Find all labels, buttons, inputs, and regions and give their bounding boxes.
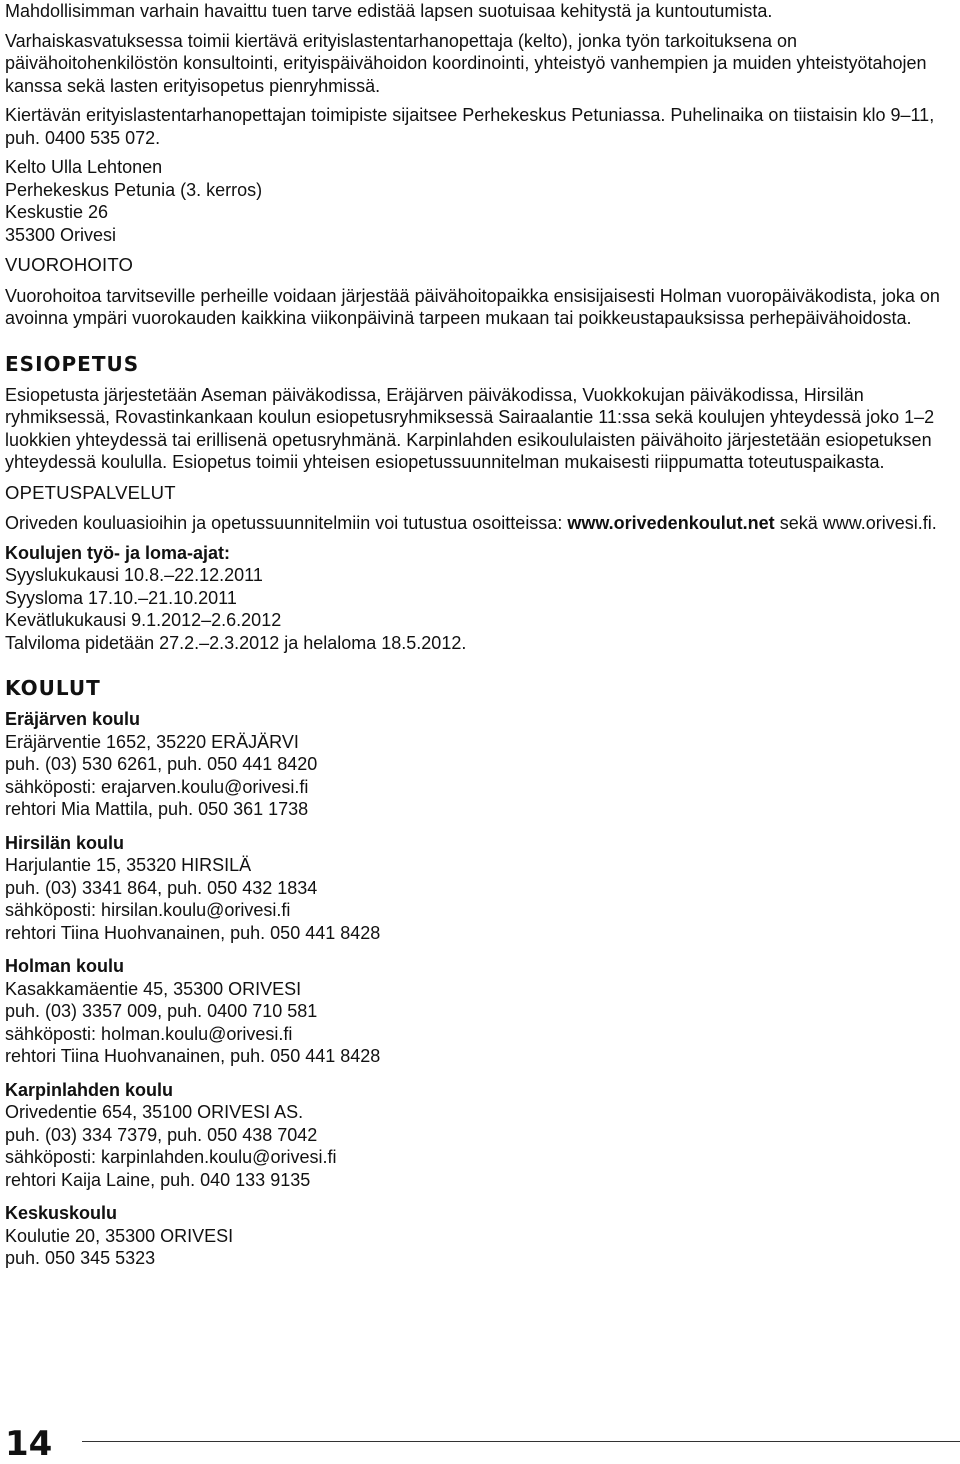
school-email: sähköposti: holman.koulu@orivesi.fi bbox=[5, 1023, 293, 1044]
intro-paragraph-3: Kiertävän erityislastentarhanopettajan toimipiste sijaitsee Perhekeskus Petuniassa. Puhelinaika on tiistaisin klo 9–11, puh. 0400 535 072. bbox=[5, 105, 935, 148]
school-line: rehtori Kaija Laine, puh. 040 133 9135 bbox=[5, 1169, 311, 1190]
contact-line: Perhekeskus Petunia (3. kerros) bbox=[5, 179, 263, 200]
school-entry bbox=[5, 955, 953, 1068]
schedule-line: Syyslukukausi 10.8.–22.12.2011 bbox=[5, 565, 263, 585]
opetuspalvelut-heading: OPETUSPALVELUT bbox=[5, 481, 176, 503]
opetuspalvelut-text-after: . bbox=[931, 513, 937, 533]
school-name: Keskuskoulu bbox=[5, 1203, 118, 1223]
school-email: sähköposti: hirsilan.koulu@orivesi.fi bbox=[5, 900, 291, 920]
contact-line: Kelto Ulla Lehtonen bbox=[5, 157, 163, 177]
school-line: puh. (03) 334 7379, puh. 050 438 7042 bbox=[5, 1124, 318, 1145]
school-line: Harjulantie 15, 35320 HIRSILÄ bbox=[5, 855, 252, 875]
esiopetus-heading: ESIOPETUS bbox=[5, 351, 140, 376]
document-page bbox=[5, 0, 953, 1281]
opetuspalvelut-text-before: Oriveden kouluasioihin ja opetussuunnitelmiin voi tutustua osoitteissa: bbox=[5, 513, 568, 533]
opetuspalvelut-text bbox=[5, 512, 953, 535]
footer-divider bbox=[82, 1441, 960, 1442]
vuorohoito-heading: VUOROHOITO bbox=[5, 254, 134, 275]
intro-paragraph-2: Varhaiskasvatuksessa toimii kiertävä erityislastentarhanopettaja (kelto), jonka työn tarkoituksena on päivähoitohenkilöstön konsultointi, erityispäivähoidon koordinointi, yhteistyö vanhempien ja muiden yhteistyötahojen kanssa sekä lasten erityisopetus pienryhmissä. bbox=[5, 30, 927, 96]
school-name: Holman koulu bbox=[5, 956, 125, 976]
orivedenkoulut-link[interactable]: www.orivedenkoulut.net bbox=[567, 513, 775, 533]
kelto-contact-block bbox=[5, 156, 953, 246]
school-entry bbox=[5, 1079, 953, 1192]
school-entry bbox=[5, 832, 953, 945]
schedule-block bbox=[5, 542, 953, 655]
schedule-title: Koulujen työ- ja loma-ajat: bbox=[5, 542, 231, 563]
koulut-heading: KOULUT bbox=[5, 676, 101, 700]
school-name: Eräjärven koulu bbox=[5, 709, 141, 729]
school-name: Hirsilän koulu bbox=[5, 832, 125, 853]
school-line: puh. (03) 530 6261, puh. 050 441 8420 bbox=[5, 754, 318, 774]
school-line: rehtori Tiina Huohvanainen, puh. 050 441 8428 bbox=[5, 1046, 381, 1066]
contact-line: Keskustie 26 bbox=[5, 202, 109, 222]
esiopetus-text: Esiopetusta järjestetään Aseman päiväkodissa, Eräjärven päiväkodissa, Vuokkokujan päiväkodissa, Hirsilän ryhmiksessä, Rovastinkankaan koulun esiopetusryhmiksessä Sairaalantie 11:ssa sekä koulujen yhteydessä joko 1–2 luokkien yhteydessä tai erillisenä opetusryhmänä. Karpinlahden esikoululaisten päivähoito järjestetään esiopetuksen yhteydessä koululla. Esiopetus toimii yhteisen esiopetussuunnitelman mukaisesti riippumatta toteutuspaikasta. bbox=[5, 384, 935, 472]
school-line: Koulutie 20, 35300 ORIVESI bbox=[5, 1225, 234, 1246]
school-line: puh. (03) 3357 009, puh. 0400 710 581 bbox=[5, 1001, 318, 1021]
school-line: Eräjärventie 1652, 35220 ERÄJÄRVI bbox=[5, 731, 299, 752]
orivesi-link[interactable]: www.orivesi.fi bbox=[822, 513, 932, 533]
schedule-line: Syysloma 17.10.–21.10.2011 bbox=[5, 587, 237, 608]
school-line: Kasakkamäentie 45, 35300 ORIVESI bbox=[5, 978, 302, 999]
vuorohoito-text: Vuorohoitoa tarvitseville perheille voidaan järjestää päivähoitopaikka ensisijaisesti Holman vuoropäiväkodista, joka on avoinna ympäri vuorokauden kaikkina viikonpäivinä tarpeen mukaan tai poikkeustapauksissa perhepäivähoidosta. bbox=[5, 285, 940, 328]
school-email: sähköposti: erajarven.koulu@orivesi.fi bbox=[5, 776, 309, 797]
school-entry bbox=[5, 1202, 953, 1270]
contact-line: 35300 Orivesi bbox=[5, 224, 117, 245]
school-email: sähköposti: karpinlahden.koulu@orivesi.fi bbox=[5, 1147, 337, 1167]
schedule-line: Kevätlukukausi 9.1.2012–2.6.2012 bbox=[5, 610, 282, 630]
opetuspalvelut-text-between: sekä bbox=[774, 513, 823, 533]
schedule-line: Talviloma pidetään 27.2.–2.3.2012 ja helaloma 18.5.2012. bbox=[5, 632, 467, 653]
school-line: rehtori Tiina Huohvanainen, puh. 050 441 8428 bbox=[5, 922, 381, 943]
school-line: Orivedentie 654, 35100 ORIVESI AS. bbox=[5, 1102, 304, 1122]
school-line: rehtori Mia Mattila, puh. 050 361 1738 bbox=[5, 799, 309, 819]
school-line: puh. (03) 3341 864, puh. 050 432 1834 bbox=[5, 877, 318, 898]
intro-paragraph-1: Mahdollisimman varhain havaittu tuen tarve edistää lapsen suotuisaa kehitystä ja kuntoutumista. bbox=[5, 1, 773, 21]
school-name: Karpinlahden koulu bbox=[5, 1079, 174, 1100]
page-number: 14 bbox=[5, 1424, 53, 1464]
school-entry bbox=[5, 708, 953, 821]
school-line: puh. 050 345 5323 bbox=[5, 1248, 156, 1268]
